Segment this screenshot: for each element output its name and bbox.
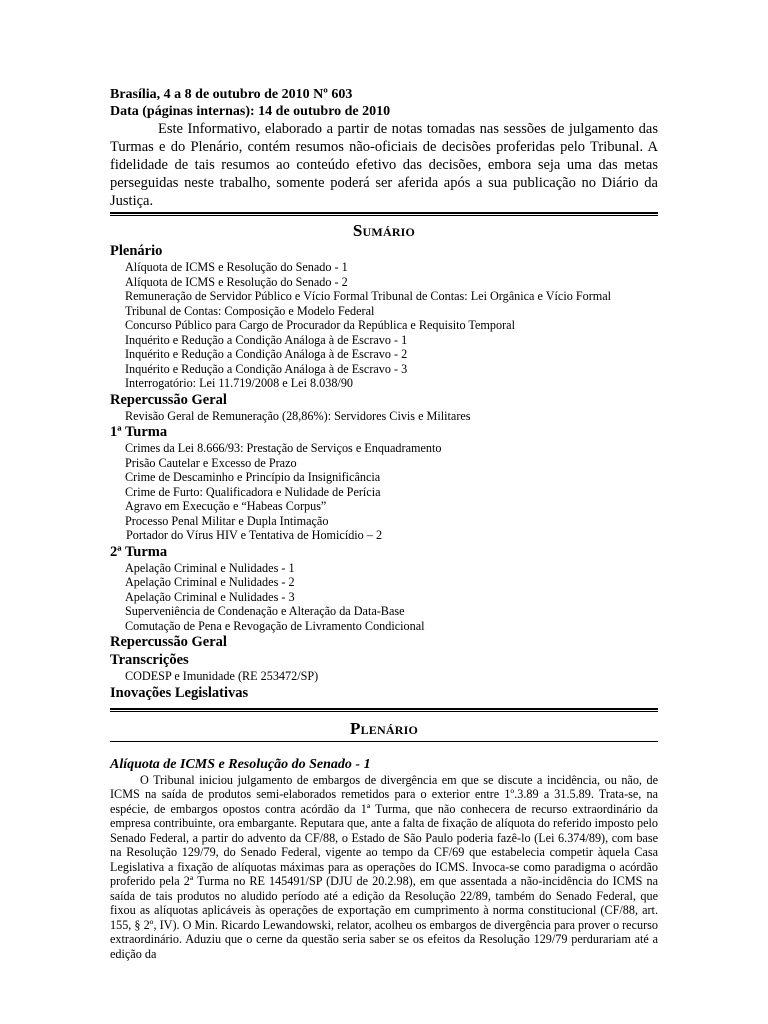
header-date-number: Brasília, 4 a 8 de outubro de 2010 Nº 603 bbox=[110, 87, 353, 102]
summary-item: Interrogatório: Lei 11.719/2008 e Lei 8.038/90 bbox=[125, 376, 354, 390]
summary-item: Apelação Criminal e Nulidades - 1 bbox=[125, 560, 295, 575]
summary-item: Remuneração de Servidor Público e Vício Formal Tribunal de Contas: Lei Orgânica e Vício Formal bbox=[125, 289, 612, 303]
summary-item: Comutação de Pena e Revogação de Livramento Condicional bbox=[125, 618, 425, 633]
summary-item: Superveniência de Condenação e Alteração da Data-Base bbox=[125, 604, 405, 618]
summary-item: Crime de Descaminho e Princípio da Insignificância bbox=[125, 470, 381, 484]
summary-item: Processo Penal Militar e Dupla Intimação bbox=[125, 513, 329, 528]
plenario-title: Plenário bbox=[350, 718, 418, 738]
summary-item: Concurso Público para Cargo de Procurador da República e Requisito Temporal bbox=[125, 318, 515, 332]
document-page bbox=[110, 86, 658, 961]
summary-item: Inquérito e Redução a Condição Análoga à de Escravo - 3 bbox=[125, 361, 408, 376]
summary-section-heading: 2ª Turma bbox=[110, 543, 168, 560]
summary-item: Tribunal de Contas: Composição e Modelo Federal bbox=[125, 303, 375, 318]
summary-section-items bbox=[110, 561, 658, 634]
summary-item: Prisão Cautelar e Excesso de Prazo bbox=[125, 455, 297, 470]
summary-item: Portador do Vírus HIV e Tentativa de Homicídio – 2 bbox=[126, 528, 383, 542]
summary-section-heading: Plenário bbox=[110, 243, 163, 259]
summary-item: Revisão Geral de Remuneração (28,86%): Servidores Civis e Militares bbox=[125, 408, 471, 423]
summary-title: Sumário bbox=[352, 221, 416, 240]
summary-list bbox=[110, 243, 658, 702]
article-body: O Tribunal iniciou julgamento de embargos de divergência em que se discute a incidência, ou não, de ICMS na saída de produtos semi-elaborados remetidos para o exterior entre 1º.3.89 a 31.5.89. Trata-se, na espécie, de embargos opostos contra acórdão da 1ª Turma, que não conhecera de recurso extraordinário da empresa contribuinte, ora embargante. Reputara que, ante a falta de fixação de alíquota do referido imposto pelo Senado Federal, a partir do advento da CF/88, o Estado de São Paulo poderia fazê-lo (Lei 6.374/89), com base na Resolução 129/79, do Senado Federal, vigente ao tempo da CF/69 que estabelecia competir àquela Casa Legislativa a fixação de alíquotas máximas para as operações do ICMS. Invoca-se como paradigma o acórdão proferido pela 2ª Turma no RE 145491/SP (DJU de 20.2.98), em que assentada a não-incidência do ICMS na saída de tais produtos no aludido período até a edição da Resolução 22/89, também do Senado Federal, que fixou as alíquotas aplicáveis às operações de exportação em cumprimento à norma constitucional (CF/88, art. 155, § 2º, IV). O Min. Ricardo Lewandowski, relator, acolheu os embargos de divergência para prover o recurso extraordinário. Aduziu que o cerne da questão seria saber se os efeitos da Resolução 129/79 perdurariam até a edição da bbox=[110, 772, 658, 961]
summary-section-items bbox=[110, 669, 658, 684]
summary-item: Apelação Criminal e Nulidades - 2 bbox=[125, 575, 295, 589]
intro-paragraph: Este Informativo, elaborado a partir de notas tomadas nas sessões de julgamento das Turmas e do Plenário, contém resumos não-oficiais de decisões proferidas pelo Tribunal. A fidelidade de tais resumos ao conteúdo efetivo das decisões, embora seja uma das metas perseguidas neste trabalho, somente poderá ser aferida após a sua publicação no Diário da Justiça. bbox=[110, 121, 658, 209]
summary-section-heading: Inovações Legislativas bbox=[110, 684, 249, 701]
summary-item: Crimes da Lei 8.666/93: Prestação de Serviços e Enquadramento bbox=[125, 441, 442, 455]
summary-section-heading: Repercussão Geral bbox=[110, 634, 227, 650]
summary-section-heading: Transcrições bbox=[110, 652, 189, 668]
summary-item: Alíquota de ICMS e Resolução do Senado - 2 bbox=[125, 274, 348, 289]
summary-item: Crime de Furto: Qualificadora e Nulidade de Perícia bbox=[125, 484, 381, 499]
summary-section-items bbox=[110, 409, 658, 424]
summary-item: Inquérito e Redução a Condição Análoga à de Escravo - 2 bbox=[125, 347, 408, 361]
summary-item: Apelação Criminal e Nulidades - 3 bbox=[125, 589, 295, 604]
divider-thin bbox=[110, 741, 658, 742]
summary-item: Alíquota de ICMS e Resolução do Senado - 1 bbox=[125, 260, 348, 274]
summary-item: Inquérito e Redução a Condição Análoga à de Escravo - 1 bbox=[125, 332, 408, 347]
divider-double bbox=[110, 708, 658, 712]
summary-section-heading: 1ª Turma bbox=[110, 424, 168, 440]
summary-section-heading: Repercussão Geral bbox=[110, 391, 227, 408]
summary-item: CODESP e Imunidade (RE 253472/SP) bbox=[125, 669, 319, 683]
summary-item: Agravo em Execução e “Habeas Corpus” bbox=[125, 499, 327, 513]
summary-section-items bbox=[110, 441, 658, 543]
header-internal-date: Data (páginas internas): 14 de outubro de 2010 bbox=[110, 104, 391, 119]
article-title: Alíquota de ICMS e Resolução do Senado - 1 bbox=[110, 756, 371, 772]
summary-section-items bbox=[110, 260, 658, 391]
divider-double bbox=[110, 212, 658, 216]
